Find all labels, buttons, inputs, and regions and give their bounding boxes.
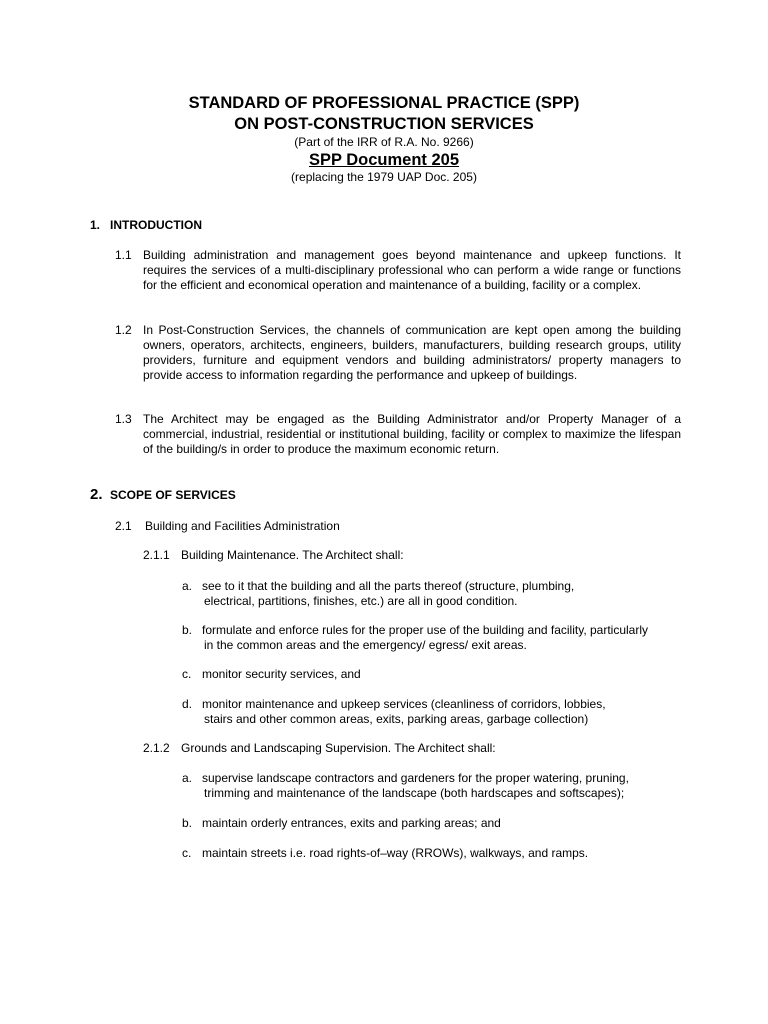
item-text-line1: maintain streets i.e. road rights-of–way (RROWs), walkways, and ramps. bbox=[202, 846, 589, 860]
paragraph-text: The Architect may be engaged as the Building Administrator and/or Property Manager of a commercial, industrial, residential or institutional building, facility or complex to maximize the lifespan of the building/s in order to produce the maximum economic return. bbox=[143, 412, 681, 456]
paragraph-text: In Post-Construction Services, the channels of communication are kept open among the building owners, operators, architects, engineers, builders, manufacturers, building research groups, utility providers, furniture and equipment vendors and building administrators/ property managers to provide access to information regarding the performance and upkeep of buildings. bbox=[143, 323, 681, 382]
subsection-title: Building and Facilities Administration bbox=[145, 519, 340, 533]
document-number-text: SPP Document 205 bbox=[308, 151, 460, 169]
item-text-line2: stairs and other common areas, exits, parking areas, garbage collection) bbox=[204, 712, 589, 726]
document-title-line1: STANDARD OF PROFESSIONAL PRACTICE (SPP) bbox=[188, 94, 580, 112]
document-title-line2: ON POST-CONSTRUCTION SERVICES bbox=[234, 115, 534, 133]
document-replacing: (replacing the 1979 UAP Doc. 205) bbox=[291, 170, 477, 184]
section-heading-introduction bbox=[90, 218, 202, 233]
item-text-line2: trimming and maintenance of the landscape (both hardscapes and softscapes); bbox=[204, 786, 625, 800]
paragraph-number: 1.2 bbox=[115, 323, 132, 337]
item-text-line1: monitor maintenance and upkeep services (cleanliness of corridors, lobbies, bbox=[202, 697, 606, 711]
item-letter: b. bbox=[182, 623, 193, 637]
group-number: 2.1.2 bbox=[143, 741, 170, 755]
item-letter: d. bbox=[182, 697, 193, 711]
item-text-line2: electrical, partitions, finishes, etc.) are all in good condition. bbox=[204, 594, 518, 608]
item-text-line1: monitor security services, and bbox=[202, 667, 361, 681]
item-text-line1: maintain orderly entrances, exits and parking areas; and bbox=[202, 816, 501, 830]
section-title: SCOPE OF SERVICES bbox=[110, 488, 236, 502]
document-part-of: (Part of the IRR of R.A. No. 9266) bbox=[294, 135, 474, 149]
section-number: 2. bbox=[90, 486, 103, 503]
paragraph-text: Building administration and management goes beyond maintenance and upkeep functions. It requires the services of a multi-disciplinary professional who can perform a wide range or functions for the efficient and economical operation and maintenance of a building, facility or a complex. bbox=[143, 248, 681, 292]
group-number: 2.1.1 bbox=[143, 548, 170, 562]
item-letter: c. bbox=[182, 667, 192, 681]
item-text-line1: supervise landscape contractors and gardeners for the proper watering, pruning, bbox=[202, 771, 629, 785]
list-item bbox=[182, 579, 682, 609]
section-number: 1. bbox=[90, 218, 101, 232]
subsection-2-1 bbox=[115, 519, 340, 534]
paragraph-1-2 bbox=[115, 323, 681, 383]
list-item bbox=[182, 816, 682, 831]
item-text-line1: formulate and enforce rules for the proper use of the building and facility, particularly bbox=[202, 623, 649, 637]
subsection-number: 2.1 bbox=[115, 519, 132, 533]
list-item bbox=[182, 697, 682, 727]
group-title: Building Maintenance. The Architect shall: bbox=[181, 548, 404, 562]
paragraph-number: 1.1 bbox=[115, 248, 132, 262]
item-letter: a. bbox=[182, 579, 193, 593]
section-heading-scope bbox=[90, 487, 236, 503]
paragraph-1-3 bbox=[115, 412, 681, 457]
item-text-line2: in the common areas and the emergency/ egress/ exit areas. bbox=[204, 638, 527, 652]
group-2-1-1 bbox=[143, 548, 404, 563]
list-item bbox=[182, 667, 682, 682]
group-2-1-2 bbox=[143, 741, 496, 756]
item-letter: b. bbox=[182, 816, 193, 830]
list-item bbox=[182, 771, 682, 801]
item-letter: c. bbox=[182, 846, 192, 860]
paragraph-number: 1.3 bbox=[115, 412, 132, 426]
section-title: INTRODUCTION bbox=[110, 218, 202, 232]
group-title: Grounds and Landscaping Supervision. The Architect shall: bbox=[181, 741, 496, 755]
list-item bbox=[182, 846, 682, 861]
document-number bbox=[0, 150, 768, 170]
item-text-line1: see to it that the building and all the parts thereof (structure, plumbing, bbox=[202, 579, 575, 593]
item-letter: a. bbox=[182, 771, 193, 785]
list-item bbox=[182, 623, 682, 653]
paragraph-1-1 bbox=[115, 248, 681, 293]
